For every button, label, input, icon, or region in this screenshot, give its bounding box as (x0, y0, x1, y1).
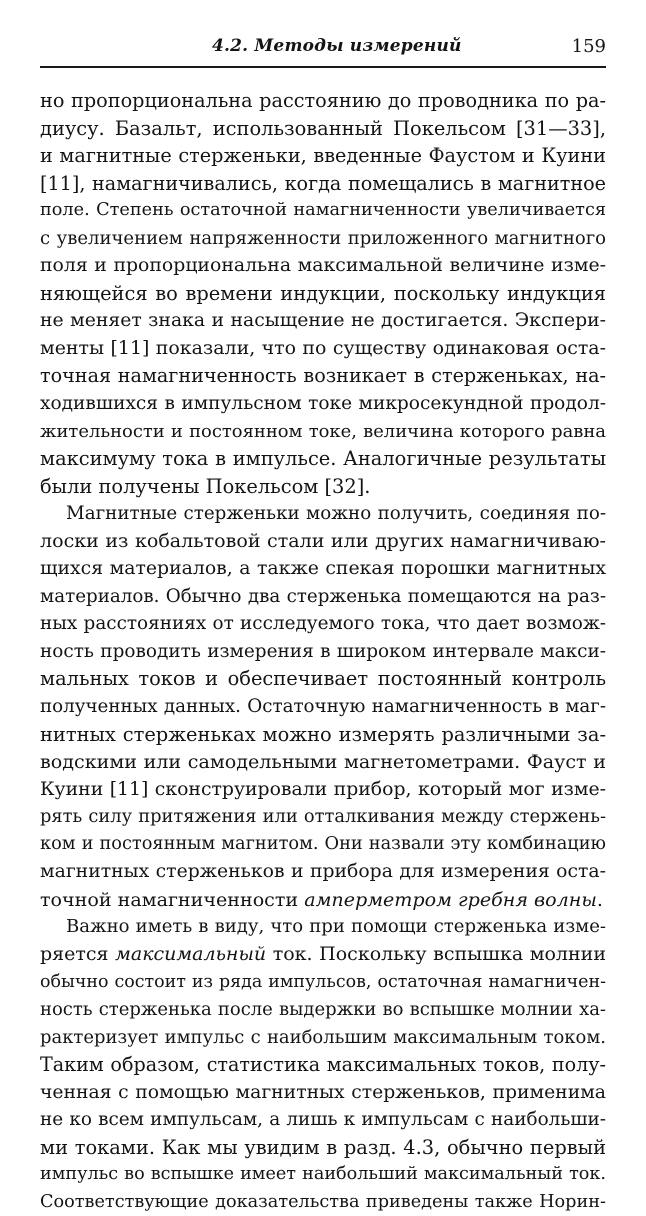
text-line: няющейся во времени индукции, поскольку индукция (40, 281, 606, 305)
text-line: ченная с помощью магнитных стерженьков, применима (40, 1081, 606, 1103)
text-line: ми токами. Как мы увидим в разд. 4.3, обычно первый (40, 1135, 606, 1159)
text-line: импульс во вспышке имеет наибольший максимальный ток. (40, 1164, 606, 1185)
text-line: щихся материалов, а также спекая порошки магнитных (40, 558, 606, 580)
text-line: ных расстояниях от исследуемого тока, что дает возмож- (40, 613, 606, 635)
text-line: полученных данных. Остаточную намагниченность в маг- (40, 696, 606, 718)
italic-term: максимальный (115, 942, 267, 965)
text-run: ряется (40, 942, 116, 965)
text-line: магнитных стерженьков и прибора для измерения оста- (40, 861, 606, 883)
text-line: с увеличением напряженности приложенного магнитного (40, 227, 606, 249)
text-line: ком и постоянным магнитом. Они назвали эту комбинацию (40, 833, 606, 854)
paragraph-1 (40, 87, 606, 500)
text-line: ходившихся в импульсном токе микросекундной продол- (40, 393, 606, 415)
text-line: водскими или самодельными магнетометрами. Фауст и (40, 750, 606, 774)
body-text (40, 87, 606, 1216)
paragraph-2 (40, 500, 606, 913)
text-line: обычно состоит из ряда импульсов, остаточная намагничен- (40, 971, 606, 992)
text-run: точной намагниченности (40, 887, 305, 911)
text-line (40, 886, 606, 914)
text-line: мальных токов и обеспечивает постоянный контроль (40, 667, 606, 691)
italic-term: амперметром гребня волны (304, 887, 597, 911)
text-line: диусу. Базальт, использованный Покельсом [31—33], (40, 116, 606, 140)
running-title: 4.2. Методы измерений (212, 36, 462, 56)
text-line: поля и пропорциональна максимальной величине изме- (40, 255, 606, 277)
text-line: ность проводить измерения в широком интервале макси- (40, 640, 606, 662)
text-run: ток. Поскольку вспышка молнии (266, 942, 606, 965)
text-line: материалов. Обычно два стерженька помещаются на раз- (40, 585, 606, 607)
text-line: не ко всем импульсам, а лишь к импульсам с наибольши- (40, 1109, 606, 1131)
text-line: нитных стерженьках можно измерять различными за- (40, 722, 606, 746)
text-line: точная намагниченность возникает в стерженьках, на- (40, 364, 606, 388)
header-rule (40, 66, 606, 68)
text-line: [11], намагничивались, когда помещались в магнитное (40, 171, 606, 195)
text-run: . (596, 887, 603, 911)
text-line: были получены Покельсом [32]. (40, 474, 371, 498)
text-line: максимуму тока в импульсе. Аналогичные результаты (40, 447, 606, 471)
page-number: 159 (571, 36, 606, 57)
text-line: Соответствующие доказательства приведены также Норин- (40, 1191, 606, 1212)
text-line (40, 941, 606, 969)
text-line: рактеризует импульс с наибольшим максимальным током. (40, 1026, 606, 1048)
text-line: Таким образом, статистика максимальных токов, полу- (40, 1053, 606, 1077)
text-line: но пропорциональна расстоянию до проводника по ра- (40, 89, 606, 112)
text-line: лоски из кобальтовой стали или других намагничиваю- (40, 529, 606, 552)
paragraph-3 (40, 913, 606, 1216)
text-line: Магнитные стерженьки можно получить, соединяя по- (66, 503, 606, 525)
text-line: ность стерженька после выдержки во вспышке молнии ха- (40, 999, 606, 1021)
text-line: поле. Степень остаточной намагниченности увеличивается (40, 200, 606, 221)
text-line: рять силу притяжения или отталкивания между стержень- (40, 806, 606, 828)
text-line: менты [11] показали, что по существу одинаковая оста- (40, 336, 606, 359)
text-line: жительности и постоянном токе, величина которого равна (40, 420, 606, 442)
text-line: не меняет знака и насыщение не достигается. Экспери- (40, 310, 606, 332)
text-line: Важно иметь в виду, что при помощи стерженька изме- (66, 916, 606, 938)
text-line: Куини [11] сконструировали прибор, который мог изме- (40, 778, 606, 800)
running-head (40, 32, 606, 62)
text-line: и магнитные стерженьки, введенные Фаустом и Куини (40, 144, 606, 168)
